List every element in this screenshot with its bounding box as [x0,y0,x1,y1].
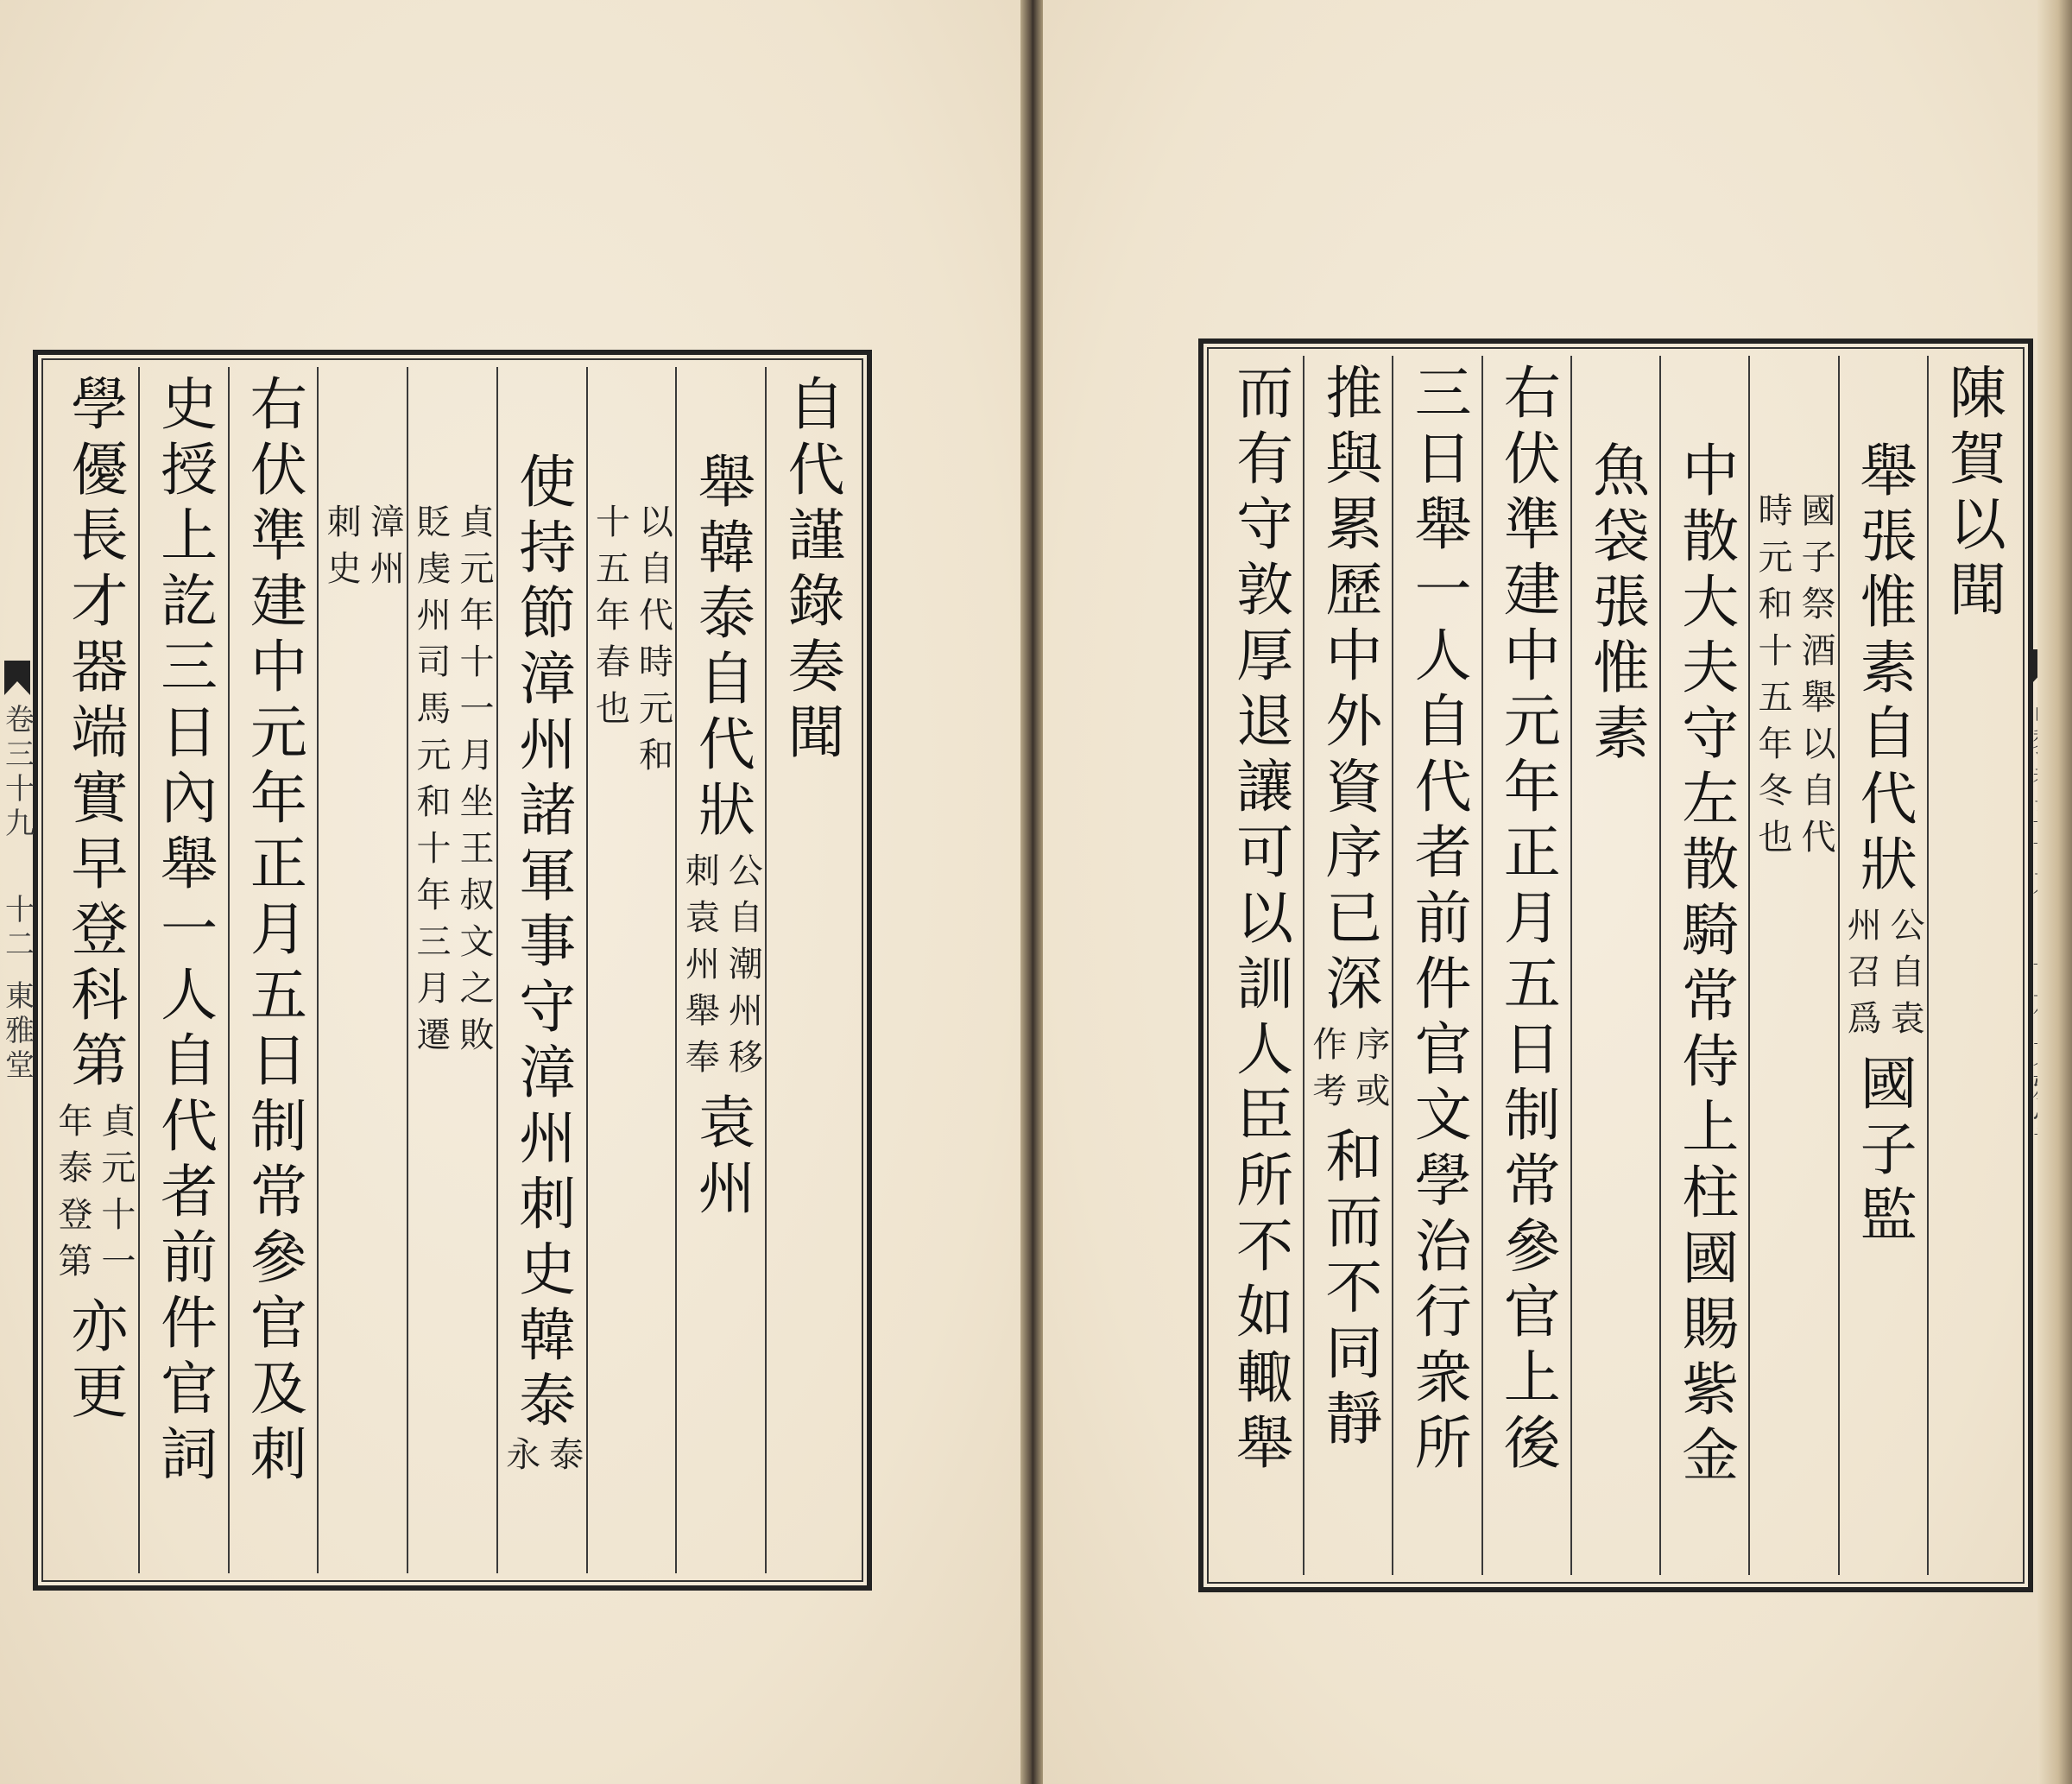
main-text: 國子監 [1850,1053,1917,1250]
annotation-line: 刺史 [321,503,362,597]
annotation-line: 貞元年十一月坐王叔文之敗 [453,503,494,1063]
annotation-line: 刺袁州舉奉 [679,852,720,1085]
annotation-line: 序或 [1349,1026,1390,1119]
margin-title: 卷三十九 [0,704,35,842]
main-text: 而有守敦厚退讓可以訓人臣所不如輙舉 [1226,363,1293,1478]
text-column [1838,356,1927,1575]
text-column [675,367,765,1573]
column-content [679,374,763,1224]
text-column [1748,356,1837,1575]
annotation-block [410,503,494,1063]
annotation-block [679,852,763,1085]
annotation-block [590,503,673,783]
main-text: 亦更 [60,1296,128,1427]
main-text: 陳賀以聞 [1939,363,2006,625]
annotation-line: 貞元十一 [95,1103,136,1289]
book-gutter [1020,0,1043,1784]
column-content [1494,363,1561,1478]
column-content [1226,363,1293,1478]
annotation-block [1841,907,1925,1047]
column-content [500,374,584,1483]
annotation-line: 年泰登第 [52,1103,92,1289]
text-column [1303,356,1392,1575]
main-text: 右伏準建中元年正月五日制常參官及刺 [240,374,307,1490]
annotation-line: 十五年春也 [590,503,630,737]
text-column [1392,356,1481,1575]
text-column [50,367,138,1573]
main-text: 史授上訖三日內舉一人自代者前件官詞 [150,374,218,1490]
left-page [0,0,1020,1784]
text-column [1570,356,1659,1575]
main-text: 三日舉一人自代者前件官文學治行衆所 [1405,363,1472,1478]
text-column [765,367,855,1573]
column-content [410,374,494,1063]
column-content [240,374,307,1490]
page-edge [2037,0,2072,1784]
right-page [1043,0,2072,1784]
annotation-line: 永 [500,1436,540,1483]
column-content [778,374,845,768]
column-content [1671,363,1739,1490]
annotation-line: 貶虔州司馬元和十年三月遷 [410,503,451,1063]
annotation-block [1752,492,1835,865]
annotation-line: 時元和十五年冬也 [1752,492,1792,865]
main-text: 自代謹錄奏聞 [778,374,845,768]
column-content [590,374,673,783]
annotation-line: 公自袁 [1885,907,1925,1047]
column-content [1582,363,1650,769]
main-text: 舉張惟素自代狀 [1850,440,1917,900]
text-column [1216,356,1303,1575]
annotation-block [500,1436,584,1483]
text-column [1481,356,1570,1575]
text-column [407,367,496,1573]
annotation-block [321,503,405,597]
column-content [52,374,136,1427]
main-text: 袁州 [688,1092,755,1224]
main-text: 推與累歷中外資序已深 [1315,363,1382,1019]
text-column [317,367,407,1573]
column-content [1405,363,1472,1478]
column-content [1306,363,1390,1454]
annotation-line: 以自代時元和 [633,503,673,783]
main-text: 舉韓泰自代狀 [688,452,755,845]
column-content [1939,363,2006,625]
annotation-line: 漳州 [364,503,405,597]
main-text: 魚袋張惟素 [1582,440,1650,769]
text-column [228,367,318,1573]
annotation-line: 州召爲 [1841,907,1882,1047]
publisher-mark: 東雅堂 [0,980,35,1084]
main-text: 學優長才器端實早登科第 [60,374,128,1096]
fish-tail-ornament [4,661,30,695]
column-content [150,374,218,1490]
annotation-line: 作考 [1306,1026,1347,1119]
column-content [1841,363,1925,1250]
right-columns [1216,356,2016,1575]
text-column [1927,356,2016,1575]
annotation-block [52,1103,136,1289]
main-text: 中散大夫守左散騎常侍上柱國賜紫金 [1671,440,1739,1490]
right-text-frame [1198,338,2033,1592]
main-text: 使持節漳州諸軍事守漳州刺史韓泰 [509,452,576,1436]
text-column [496,367,586,1573]
left-columns [50,367,855,1573]
column-content [321,374,405,597]
text-column [586,367,676,1573]
annotation-line: 公自潮州移 [723,852,763,1085]
text-column [138,367,228,1573]
annotation-line: 國子祭酒舉以自代 [1795,492,1835,865]
folio-number: 十二 [0,894,35,963]
column-content [1752,363,1835,865]
annotation-line: 泰 [543,1436,584,1483]
left-text-frame [33,350,872,1591]
left-margin-strip [0,350,35,1580]
text-column [1659,356,1748,1575]
main-text: 和而不同靜 [1315,1126,1382,1454]
annotation-block [1306,1026,1390,1119]
main-text: 右伏準建中元年正月五日制常參官上後 [1494,363,1561,1478]
